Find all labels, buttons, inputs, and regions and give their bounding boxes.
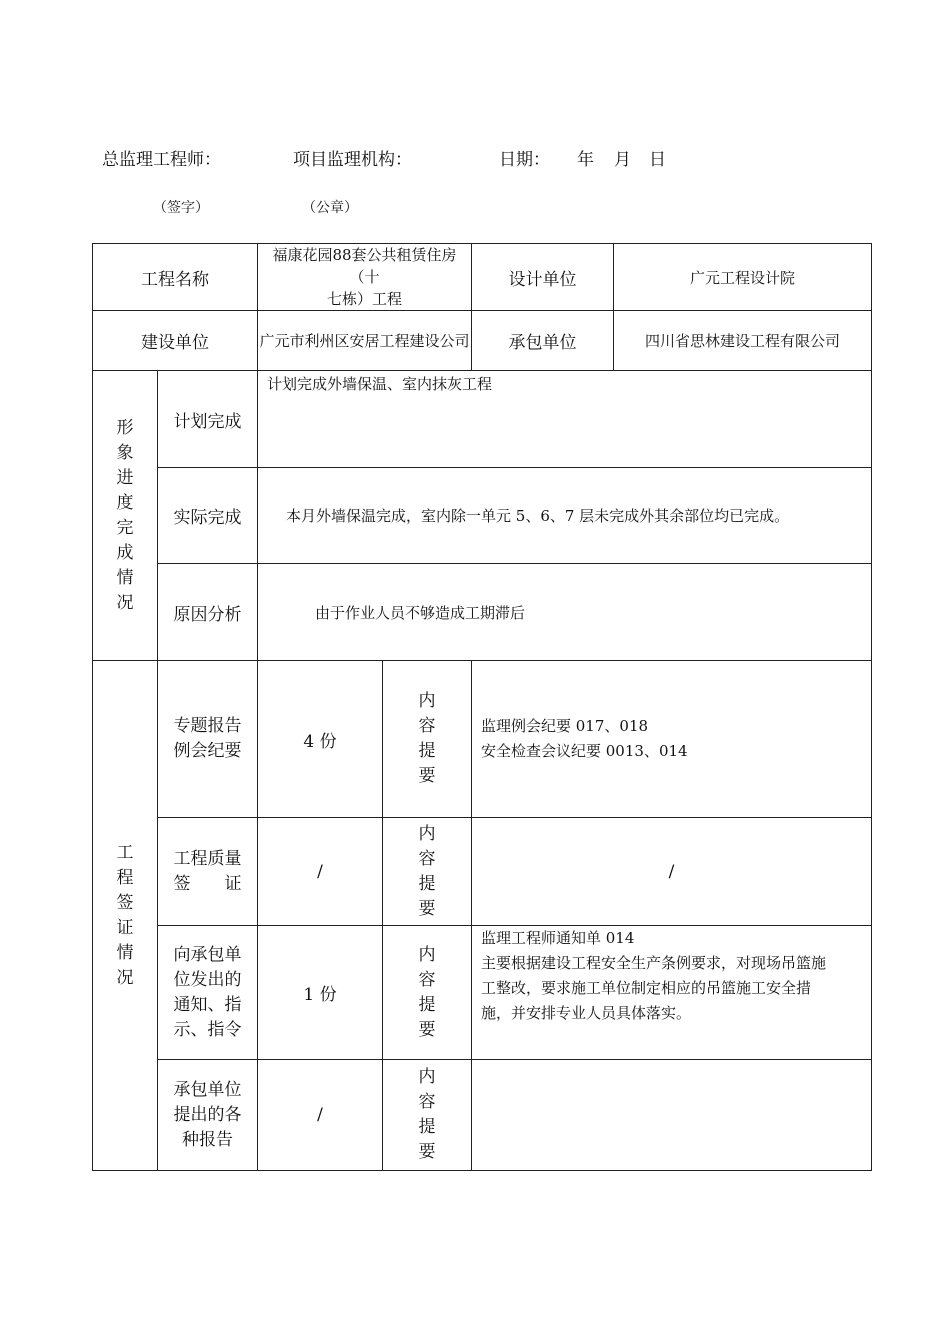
visa-row-notes: 监理工程师通知单 014 主要根据建设工程安全生产条例要求，对现场吊篮施 工整改，要求施工单位制定相应的吊篮施工安全措 施，并安排专业人员具体落实。 xyxy=(472,926,872,1060)
date-day: 日 xyxy=(649,150,666,170)
visa-row-count: / xyxy=(258,1060,383,1171)
visa-row-label: 向承包单 位发出的 通知、指 示、指令 xyxy=(158,926,258,1060)
visa-row-notes: 监理例会纪要 017、018 安全检查会议纪要 0013、014 xyxy=(472,661,872,818)
content-summary-label: 内 容 提 要 xyxy=(383,1060,472,1171)
content-summary-label: 内 容 提 要 xyxy=(383,926,472,1060)
actual-value: 本月外墙保温完成，室内除一单元 5、6、7 层未完成外其余部位均已完成。 xyxy=(258,468,872,564)
seal-note: （公章） xyxy=(302,200,358,216)
visa-row-count: 1 份 xyxy=(258,926,383,1060)
plan-value: 计划完成外墙保温、室内抹灰工程 xyxy=(258,371,872,468)
visa-row-notes: / xyxy=(472,818,872,926)
builder-value: 广元市利州区安居工程建设公司 xyxy=(258,311,472,371)
visa-section-title: 工 程 签 证 情 况 xyxy=(93,661,158,1171)
date-label: 日期： xyxy=(499,150,550,170)
design-unit-value: 广元工程设计院 xyxy=(614,244,872,311)
builder-label: 建设单位 xyxy=(93,311,258,371)
chief-engineer-label: 总监理工程师： xyxy=(102,150,221,170)
plan-label: 计划完成 xyxy=(158,371,258,468)
design-unit-label: 设计单位 xyxy=(472,244,614,311)
reason-value: 由于作业人员不够造成工期滞后 xyxy=(258,564,872,661)
reason-label: 原因分析 xyxy=(158,564,258,661)
content-summary-label: 内 容 提 要 xyxy=(383,661,472,818)
visa-row-count: 4 份 xyxy=(258,661,383,818)
content-summary-label: 内 容 提 要 xyxy=(383,818,472,926)
visa-row-label: 承包单位 提出的各 种报告 xyxy=(158,1060,258,1171)
visa-row-notes xyxy=(472,1060,872,1171)
progress-report-table xyxy=(92,243,872,1171)
progress-section-title: 形 象 进 度 完 成 情 况 xyxy=(93,371,158,661)
contractor-label: 承包单位 xyxy=(472,311,614,371)
contractor-value: 四川省思林建设工程有限公司 xyxy=(614,311,872,371)
visa-row-label: 工程质量 签 证 xyxy=(158,818,258,926)
visa-row-label: 专题报告 例会纪要 xyxy=(158,661,258,818)
project-name-line1: 福康花园88套公共租赁住房（十 xyxy=(272,246,457,286)
agency-label: 项目监理机构： xyxy=(293,150,412,170)
sign-note: （签字） xyxy=(153,200,209,216)
project-name-line2: 七栋）工程 xyxy=(326,290,402,308)
actual-label: 实际完成 xyxy=(158,468,258,564)
date-year: 年 xyxy=(577,150,594,170)
date-month: 月 xyxy=(614,150,631,170)
project-name-label: 工程名称 xyxy=(93,244,258,311)
project-name-value xyxy=(258,244,472,311)
visa-row-count: / xyxy=(258,818,383,926)
